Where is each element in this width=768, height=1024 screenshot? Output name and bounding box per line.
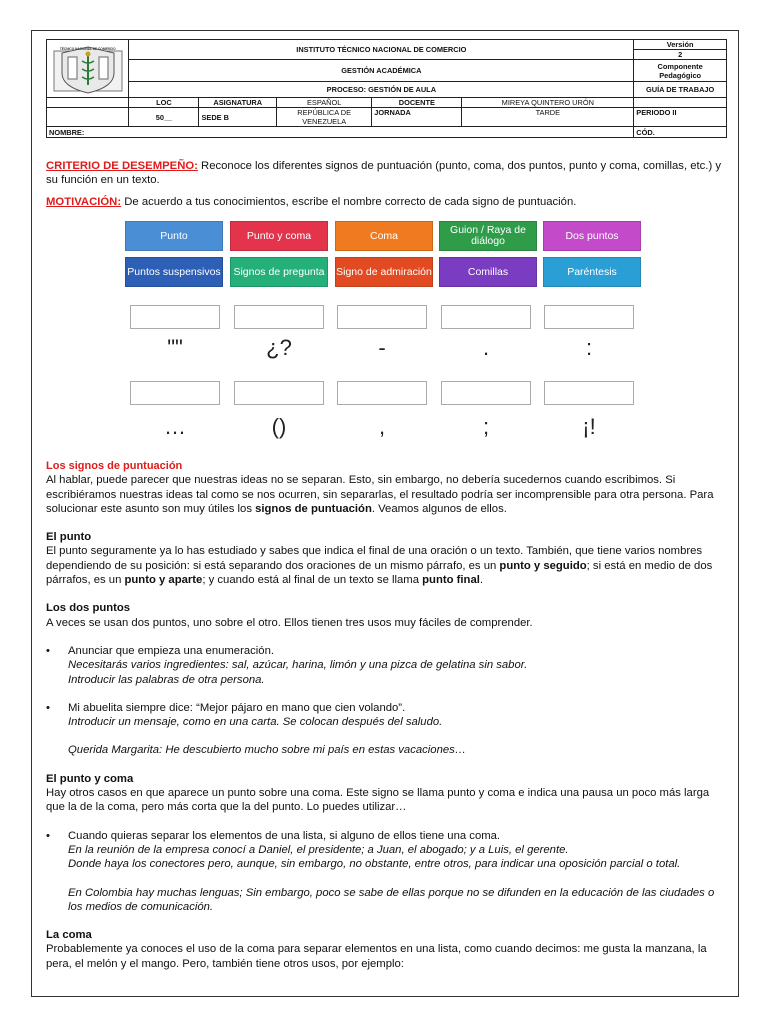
version-label: Versión xyxy=(634,40,726,50)
dos-bullet-2-example: Querida Margarita: He descubierto mucho sobre mi país en estas vacaciones… xyxy=(68,744,467,757)
coma-title: La coma xyxy=(46,929,92,942)
logo-cell xyxy=(47,40,129,98)
subject-label: ASIGNATURA xyxy=(199,98,277,108)
pyc-bullet-1: Cuando quieras separar los elementos de una lista, si alguno de ellos tiene una coma. xyxy=(68,829,501,842)
punto-text-1: El punto seguramente ya lo has estudiado y sabes que indica el final de una oración o un texto. También, que tiene varios nombres dependiendo de su posición: si está separando dos oraciones de un mismo párrafo, es un xyxy=(46,545,703,572)
punto-text-2: ; si está en medio de dos párrafos, es un xyxy=(46,559,713,587)
list-item xyxy=(46,829,726,914)
answer-box[interactable] xyxy=(130,305,220,329)
signos-text-1: Al hablar, puede parecer que nuestras ideas no se separan. Esto, sin embargo, no debería sucedernos cuando escribimos. Si escribiéramos nuestras ideas tal como se nos ocurren, sin separarlas, el resultado podría ser incomprensible para otra persona. Para solucionar este asunto son muy útiles los xyxy=(46,474,714,515)
institution-name: INSTITUTO TÉCNICO NACIONAL DE COMERCIO xyxy=(129,40,634,60)
punto-bold-1: punto y seguido xyxy=(499,559,587,572)
symbol-punto: . xyxy=(482,335,490,360)
answer-box[interactable] xyxy=(544,305,634,329)
motivation-label: MOTIVACIÓN: xyxy=(46,195,122,208)
dos-bullet-2: Mi abuelita siempre dice: “Mejor pájaro en mano que cien volando”. xyxy=(68,701,406,714)
symbol-parentesis: () xyxy=(271,414,287,439)
dos-bullet-1-note: Introducir las palabras de otra persona. xyxy=(68,673,265,686)
lesson-text xyxy=(46,459,726,971)
answer-box[interactable] xyxy=(544,381,634,405)
tile-guion[interactable]: Guion / Raya de diálogo xyxy=(439,221,537,251)
dos-bullet-1: Anunciar que empieza una enumeración. xyxy=(68,644,274,657)
tile-comillas[interactable]: Comillas xyxy=(439,257,537,287)
venue-value: REPÚBLICA DE VENEZUELA xyxy=(277,108,372,127)
pyc-bullet-1-example: En la reunión de la empresa conocí a Daniel, el presidente; a Juan, el abogado; y a Luis, el gerente. xyxy=(68,843,569,856)
guide-label: GUÍA DE TRABAJO xyxy=(634,82,727,98)
bullet-icon: • xyxy=(46,644,50,657)
motivation-paragraph xyxy=(46,195,726,209)
answer-box[interactable] xyxy=(337,381,427,405)
header-table xyxy=(46,39,727,138)
symbol-comillas: "" xyxy=(167,335,183,360)
shift-value: TARDE xyxy=(462,108,634,127)
signos-paragraph xyxy=(46,473,726,516)
list-item xyxy=(46,701,726,758)
component-label: Componente Pedagógico xyxy=(634,60,727,82)
tile-parentesis[interactable]: Paréntesis xyxy=(543,257,641,287)
signos-text-2: . Veamos algunos de ellos. xyxy=(371,502,507,515)
symbol-punto-y-coma: ; xyxy=(482,414,490,439)
answer-box[interactable] xyxy=(337,305,427,329)
criterion-label: CRITERIO DE DESEMPEÑO: xyxy=(46,160,198,172)
period-label: PERIODO II xyxy=(634,108,727,127)
teacher-label: DOCENTE xyxy=(372,98,462,108)
tile-punto[interactable]: Punto xyxy=(125,221,223,251)
management-title: GESTIÓN ACADÉMICA xyxy=(129,60,634,82)
criterion-text: Reconoce los diferentes signos de puntuación (punto, coma, dos puntos, punto y coma, comillas, etc.) y su función en un texto. xyxy=(46,160,721,187)
dos-bullet-2-note: Introducir un mensaje, como en una carta. Se colocan después del saludo. xyxy=(68,716,443,729)
punto-bold-3: punto final xyxy=(422,574,480,587)
shift-label: JORNADA xyxy=(372,108,462,127)
tile-coma[interactable]: Coma xyxy=(335,221,433,251)
tile-puntos-suspensivos[interactable]: Puntos suspensivos xyxy=(125,257,223,287)
punto-bold-2: punto y aparte xyxy=(124,574,203,587)
pyc-bullet-1-note: Donde haya los conectores pero, aunque, sin embargo, no obstante, entre otros, para indicar una oposición parcial o total. xyxy=(68,858,681,871)
answer-box[interactable] xyxy=(441,305,531,329)
blank-cell xyxy=(47,98,129,108)
motivation-text: De acuerdo a tus conocimientos, escribe el nombre correcto de cada signo de puntuación. xyxy=(121,195,577,208)
punto-paragraph xyxy=(46,544,726,587)
bullet-icon: • xyxy=(46,829,50,842)
punto-y-coma-paragraph: Hay otros casos en que aparece un punto sobre una coma. Este signo se llama punto y coma e indica una pausa un poco más larga que la de la coma, pero más corta que la del punto. Lo puedes utilizar… xyxy=(46,787,710,814)
signos-title: Los signos de puntuación xyxy=(46,460,183,472)
punto-text-3: ; y cuando está al final de un texto se llama xyxy=(202,574,423,587)
blank-cell-3 xyxy=(47,108,129,127)
code-label: CÓD. xyxy=(634,127,727,138)
answer-box[interactable] xyxy=(441,381,531,405)
version-block xyxy=(634,40,727,60)
punctuation-tiles xyxy=(125,221,647,293)
answer-box[interactable] xyxy=(234,381,324,405)
answer-box[interactable] xyxy=(234,305,324,329)
bullet-icon: • xyxy=(46,701,50,714)
pyc-bullet-1-example-2: En Colombia hay muchas lenguas; Sin embargo, poco se sabe de ellas porque no se difunden en la educación de las ciudades o los medios de comunicación. xyxy=(68,886,715,913)
answer-box[interactable] xyxy=(130,381,220,405)
punto-title: El punto xyxy=(46,531,92,544)
signos-bold: signos de puntuación xyxy=(255,502,372,515)
logo-text: TÉCNICO NACIONAL DE COMERCIO xyxy=(59,46,116,51)
symbol-guion: - xyxy=(378,335,386,360)
blank-cell-2 xyxy=(634,98,727,108)
tile-punto-y-coma[interactable]: Punto y coma xyxy=(230,221,328,251)
teacher-name: MIREYA QUINTERO URÓN xyxy=(462,98,634,108)
dos-puntos-title: Los dos puntos xyxy=(46,602,131,615)
process-title: PROCESO: GESTIÓN DE AULA xyxy=(129,82,634,98)
coma-paragraph: Probablemente ya conoces el uso de la coma para separar elementos en una lista, como cuando decimos: me gusta la manzana, la pera, el melón y el mango. Pero, también tiene otros usos, por ejemplo: xyxy=(46,943,707,970)
symbol-admiracion: ¡! xyxy=(582,414,596,439)
loc-value: 50__ xyxy=(129,108,199,127)
subject-value: SEDE B xyxy=(199,108,277,127)
tile-signos-pregunta[interactable]: Signos de pregunta xyxy=(230,257,328,287)
dos-bullet-1-example: Necesitarás varios ingredientes: sal, azúcar, harina, limón y una pizca de gelatina sin sabor. xyxy=(68,659,528,672)
version-value: 2 xyxy=(678,50,683,59)
criterion-paragraph xyxy=(46,159,726,188)
punto-y-coma-title: El punto y coma xyxy=(46,772,134,785)
tile-dos-puntos[interactable]: Dos puntos xyxy=(543,221,641,251)
spanish-label: ESPAÑOL xyxy=(277,98,372,108)
name-label: NOMBRE: xyxy=(47,127,634,138)
school-logo xyxy=(52,43,124,95)
symbol-suspensivos: … xyxy=(164,414,186,439)
worksheet-content xyxy=(46,159,726,209)
punto-text-4: . xyxy=(479,574,484,587)
dos-puntos-paragraph: A veces se usan dos puntos, uno sobre el otro. Ellos tienen tres usos muy fáciles de comprender. xyxy=(46,616,533,629)
symbol-pregunta: ¿? xyxy=(266,335,292,360)
worksheet-page xyxy=(31,30,739,997)
symbol-dos-puntos: : xyxy=(585,335,593,360)
symbol-coma: , xyxy=(378,414,386,439)
loc-label: LOC xyxy=(129,98,199,108)
list-item xyxy=(46,644,726,687)
tile-signo-admiracion[interactable]: Signo de admiración xyxy=(335,257,433,287)
